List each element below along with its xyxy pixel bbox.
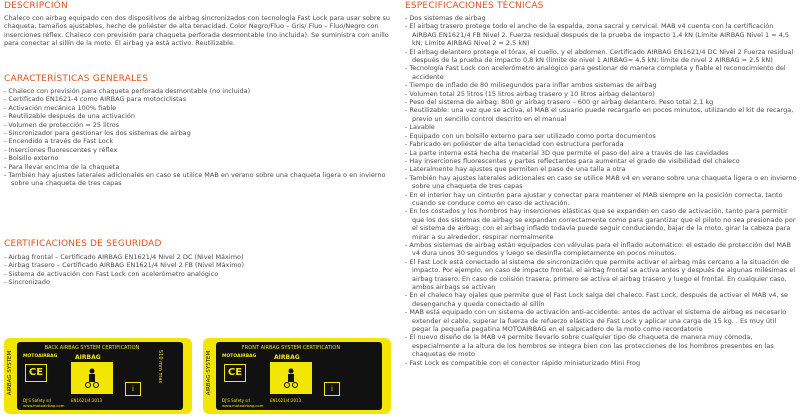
list-item: - Volumen de protección = 25 litros bbox=[4, 120, 120, 129]
label-brand: MOTOAIRBAG bbox=[23, 354, 58, 359]
list-item: - Fabricado en poliéster de alta tenacidad con estructura perforada bbox=[405, 140, 624, 149]
rider-icon bbox=[85, 368, 99, 388]
list-item: - Inserciones fluorescentes y réflex bbox=[4, 145, 118, 154]
list-item: - También hay ajustes laterales adicionales en caso se utilice MAB en verano sobre una chaqueta ligera o en invierno sobre una chaqueta de tres capas bbox=[4, 171, 386, 188]
list-item: - Reutilizable: una vez que se activa, el MAB el usuario puede recargarlo en pocos minutos, utilizando el kit de recarga, previo un sencillo control descrito en el manual bbox=[405, 106, 794, 123]
label-brand: MOTOAIRBAG bbox=[222, 354, 257, 359]
front-airbag-certification-label bbox=[203, 338, 391, 414]
list-item: - Equipado con un bolsillo externo para ser utilizado como porta documentos bbox=[405, 131, 656, 140]
list-item: - Sistema de activación con Fast Lock con acelerómetro analógico bbox=[4, 269, 219, 278]
specs-heading: ESPECIFICACIONES TÉCNICAS bbox=[405, 1, 544, 11]
rider-icon bbox=[284, 368, 298, 388]
label-side-text: AIRBAG SYSTEM bbox=[206, 350, 212, 396]
list-item: - Activación mecánica 100% fiable bbox=[4, 103, 117, 112]
label-standard: EN1621/4:2013 bbox=[270, 398, 302, 403]
description-heading: DESCRIPCIÓN bbox=[4, 1, 68, 11]
list-item: - Chaleco con previsión para chaqueta perforada desmontable (no incluida) bbox=[4, 87, 251, 95]
list-item: - Bolsillo externo bbox=[4, 154, 59, 163]
rider-pictogram-icon bbox=[71, 362, 113, 394]
label-title: BACK AIRBAG SYSTEM CERTIFICATION bbox=[44, 345, 140, 351]
label-airbag: AIRBAG bbox=[75, 354, 101, 361]
label-standard: EN1621/4:2013 bbox=[71, 398, 103, 403]
label-airbag: AIRBAG bbox=[274, 354, 300, 361]
label-manufacturer: DJ'S Safety srl bbox=[222, 398, 251, 403]
features-heading: CARACTERÍSTICAS GENERALES bbox=[4, 74, 149, 84]
list-item: - El airbag trasero protege todo el ancho de la espalda, zona sacral y cervical. MAB v4 cuenta con la certificación AIRBAG EN1621/4 FB Nivel 2. Fuerza residual después de la prueba de impacto 1,4 kN (Límite AIRBAG Nivel 1 = 4,5 kN; Límite AIRBAG Nivel 2 = 2,5 kN) bbox=[405, 22, 790, 48]
list-item: - En el interior hay un cinturón para ajustar y conectar para mantener el MAB siempre en la posición correcta, tanto cuando se conduce como en caso de activación. bbox=[405, 190, 783, 207]
list-item: - Tecnología Fast Lock con acelerómetro analógico para gestionar de manera completa y fiable el reconocimiento del accidente bbox=[405, 64, 786, 81]
list-item: - Dos sistemas de airbag bbox=[405, 14, 486, 22]
list-item: - En los costados y los hombros hay inserciones elásticas que se expanden en caso de activación, tanto para permitir que los dos sistemas de airbag se expandan correctamente como para garantizar que el piloto no sea presionado por el sistema de airbag: con el airbag inflado todavía puede seguir conduciendo, bajar de la moto, girar la cabeza para mirar a su alrededor, respirar normalmente bbox=[405, 207, 796, 241]
list-item: - El Fast Lock está conectado al sistema de sincronización que permite activar el airbag más cercano a la situación de impacto. Por ejemplo, en caso de impacto frontal, el airbag frontal se activa antes y después de algunas milésimas el airbag trasero. En caso de colisión trasera, primero se activa el airbag trasero y luego el frontal. En cualquier caso, ambos airbags se activan bbox=[405, 257, 796, 291]
label-manufacturer: DJ'S Safety srl bbox=[23, 398, 52, 403]
back-airbag-certification-label bbox=[4, 338, 192, 414]
label-title: FRONT AIRBAG SYSTEM CERTIFICATION bbox=[241, 345, 341, 351]
features-list bbox=[4, 87, 396, 188]
label-side-text: AIRBAG SYSTEM bbox=[7, 350, 13, 396]
list-item: - El nuevo diseño de la MAB v4 permite llevarlo sobre cualquier tipo de chaqueta de manera muy cómoda, especialmente a la altura de los hombros se integra bien con las protecciones de los hombros presentes en las chaquetas de moto bbox=[405, 333, 774, 359]
list-item: - Ambos sistemas de airbag están equipados con válvulas para el inflado automático: el estado de protección del MAB v4 dura unos 30 segundos y luego se desinfla completamente en pocos minutos. bbox=[405, 240, 791, 258]
label-website: www.motoairbag.com bbox=[222, 403, 264, 408]
list-item: - En el chaleco hay ojales que permite que el Fast Lock salga del chaleco. Fast Lock, después de activar el MAB v4, se desengancha y queda conectado al sillín bbox=[405, 291, 788, 308]
list-item: - La parte interna está hecha de material 3D que permite el paso del aire a través de las cavidades bbox=[405, 148, 729, 157]
list-item: - Hay inserciones fluorescentes y partes reflectantes para aumentar el grado de visibilidad del chaleco bbox=[405, 156, 740, 165]
list-item: - Sincronizador para gestionar los dos sistemas de airbag bbox=[4, 129, 191, 138]
list-item: - Tiempo de inflado de 80 milisegundos para inflar ambos sistemas de airbag bbox=[405, 81, 657, 90]
label-website: www.motoairbag.com bbox=[23, 403, 65, 408]
list-item: - También hay ajustes laterales adicionales en caso se utilice MAB v4 en verano sobre una chaqueta ligera o en invierno sobre una chaqueta de tres capas bbox=[405, 173, 797, 191]
list-item: - Airbag frontal – Certificado AIRBAG EN1621/4 Nivel 2 DC (Nivel Máximo) bbox=[4, 253, 244, 261]
list-item: - Airbag trasero – Certificado AIRBAG EN1621/4 Nivel 2 FB (Nivel Máximo) bbox=[4, 261, 245, 270]
manual-book-icon: i bbox=[125, 382, 141, 396]
manual-book-icon: i bbox=[324, 382, 340, 396]
list-item: - Certificado EN1621-4 como AIRBAG para motociclistas bbox=[4, 95, 187, 104]
list-item: - Encendido a través de Fast Lock bbox=[4, 137, 114, 146]
ce-mark-icon: CE bbox=[25, 364, 47, 382]
list-item: - MAB está equipado con un sistema de activación anti-accidente: antes de activar el sistema de airbag es necesario extender el cable, superar la fuerza de refuerzo elástica de Fast Lock y aplicar una carga de 15 kg. . Es muy útil pegar la pequeña pegatina MOTOAIRBAG en el salpicadero de la moto como recordatorio bbox=[405, 308, 787, 334]
label-size: 510 mm max bbox=[157, 350, 163, 384]
description-text: Chaleco con airbag equipado con dos dispositivos de airbag sincronizados con tecnología Fast Lock para usar sobre su chaqueta, tamaños ajustables, hecho de poliéster de alta tenacidad. Color Negro/Fluo – Gris/ Fluo – Fluo/Negro con inserciones réflex. Chaleco con previsión para chaqueta perforada desmontable (no incluida). Se suministra con anillo para conectar al sillín de la moto. El airbag ya está activo. Reutilizable. bbox=[4, 14, 391, 48]
list-item: - Lavable bbox=[405, 123, 435, 132]
list-item: - El airbag delantero protege el tórax, el cuello, y el abdomen. Certificado AIRBAG EN1621/4 DC Nivel 2 Fuerza residual después de la prueba de impacto 0,8 kN (límite de nivel 1 AIRBAG= 4,5 kN; límite de nivel 2 AIRBAG = 2,5 kN) bbox=[405, 47, 794, 65]
certifications-list bbox=[4, 253, 244, 287]
list-item: - Reutilizable después de una activación bbox=[4, 112, 136, 121]
list-item: - Fast Lock es compatible con el conector rápido miniaturizado Mini Frog bbox=[405, 358, 641, 367]
specs-list bbox=[405, 14, 797, 367]
list-item: - Lateralmente hay ajustes que permiten el paso de una talla a otra bbox=[405, 165, 626, 174]
ce-mark-icon: CE bbox=[224, 364, 246, 382]
list-item: - Sincronizado bbox=[4, 278, 50, 287]
list-item: - Volumen total 25 litros (15 litros airbag trasero y 10 litros airbag delantero) bbox=[405, 89, 655, 98]
list-item: - Para llevar encima de la chaqueta bbox=[4, 162, 120, 171]
list-item: - Peso del sistema de airbag: 800 gr airbag trasero – 600 gr airbag delantero. Peso total 2,1 kg bbox=[405, 98, 714, 107]
rider-pictogram-icon bbox=[270, 362, 312, 394]
certifications-heading: CERTIFICACIONES DE SEGURIDAD bbox=[4, 239, 162, 249]
